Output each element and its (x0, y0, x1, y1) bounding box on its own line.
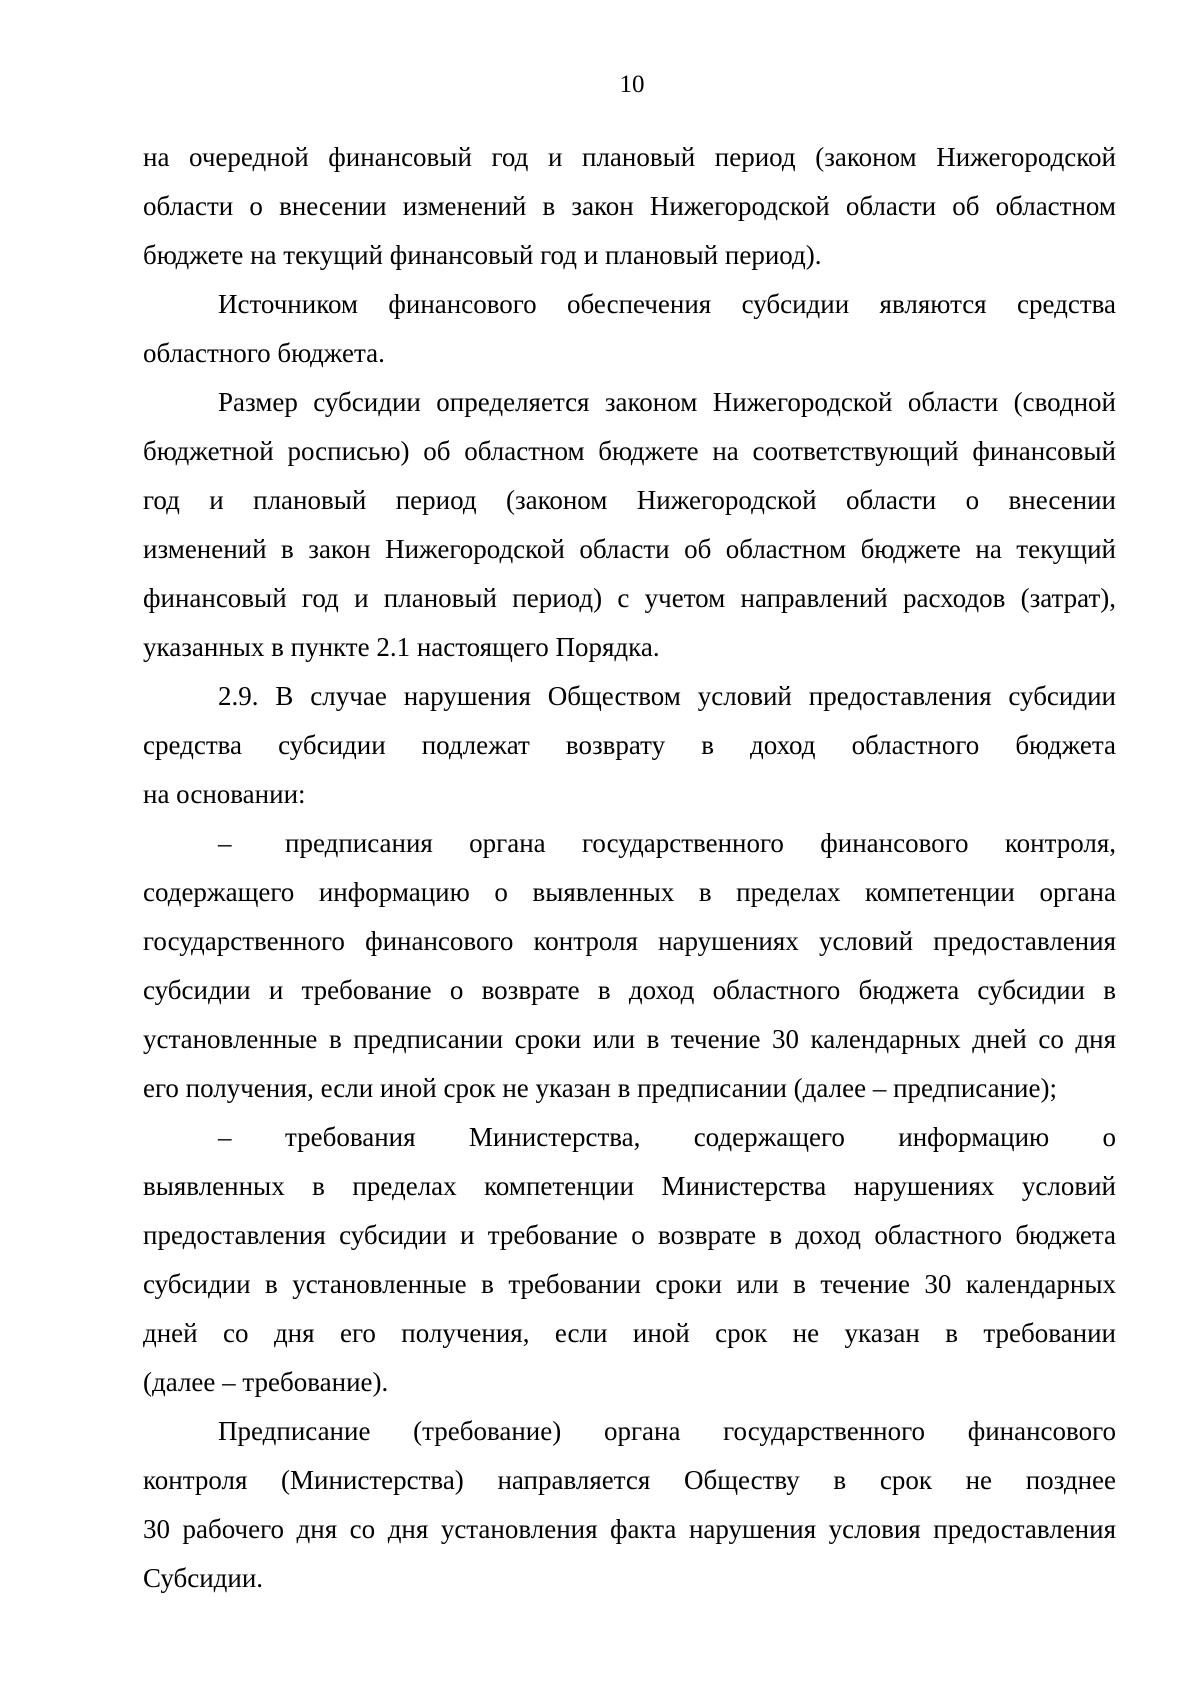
text-line: бюджете на текущий финансовый год и плановый период). (143, 240, 822, 270)
text-line: его получения, если иной срок не указан в предписании (далее – предписание); (143, 1073, 1057, 1103)
text-line: содержащего информацию о выявленных в пределах компетенции органа (143, 877, 1116, 907)
page-number: 10 (619, 71, 645, 98)
text-line: на основании: (143, 779, 306, 809)
text-line: субсидии и требование о возврате в доход областного бюджета субсидии в (143, 975, 1116, 1005)
text-line: на очередной финансовый год и плановый период (законом Нижегородской (143, 142, 1116, 172)
text-line: Размер субсидии определяется законом Нижегородской области (сводной (218, 387, 1116, 417)
text-line: выявленных в пределах компетенции Министерства нарушениях условий (143, 1171, 1116, 1201)
text-line: 30 рабочего дня со дня установления факта нарушения условия предоставления (143, 1514, 1116, 1544)
text-line: средства субсидии подлежат возврату в доход областного бюджета (143, 730, 1116, 760)
list-item (143, 1113, 1116, 1162)
text-line: субсидии в установленные в требовании сроки или в течение 30 календарных (143, 1269, 1116, 1299)
text-line: государственного финансового контроля нарушениях условий предоставления (143, 926, 1116, 956)
text-line: дней со дня его получения, если иной срок не указан в требовании (143, 1318, 1116, 1348)
text-line: бюджетной росписью) об областном бюджете на соответствующий финансовый (143, 436, 1116, 466)
text-line: предоставления субсидии и требование о возврате в доход областного бюджета (143, 1220, 1116, 1250)
text-line: изменений в закон Нижегородской области об областном бюджете на текущий (143, 534, 1116, 564)
document-body (143, 133, 1116, 1603)
text-line: год и плановый период (законом Нижегородской области о внесении (143, 485, 1116, 515)
text-line: (далее – требование). (143, 1367, 389, 1397)
text-line: контроля (Министерства) направляется Обществу в срок не позднее (143, 1465, 1116, 1495)
text-line: 2.9. В случае нарушения Обществом условий предоставления субсидии (218, 681, 1116, 711)
text-line: Источником финансового обеспечения субсидии являются средства (218, 289, 1116, 319)
text-line: указанных в пункте 2.1 настоящего Порядка. (143, 632, 660, 662)
text-line: финансовый год и плановый период) с учетом направлений расходов (затрат), (143, 583, 1116, 613)
text-line: области о внесении изменений в закон Нижегородской области об областном (143, 191, 1116, 221)
text-line: Предписание (требование) органа государственного финансового (218, 1416, 1116, 1446)
list-item (143, 819, 1116, 868)
dash-marker: – (218, 1122, 232, 1152)
dash-marker: – (218, 828, 232, 858)
text-line: областного бюджета. (143, 338, 385, 368)
text-line: предписания органа государственного финансового контроля, (285, 828, 1116, 858)
text-line: установленные в предписании сроки или в течение 30 календарных дней со дня (143, 1024, 1116, 1054)
text-line: требования Министерства, содержащего информацию о (285, 1122, 1116, 1152)
text-line: Субсидии. (143, 1563, 264, 1593)
